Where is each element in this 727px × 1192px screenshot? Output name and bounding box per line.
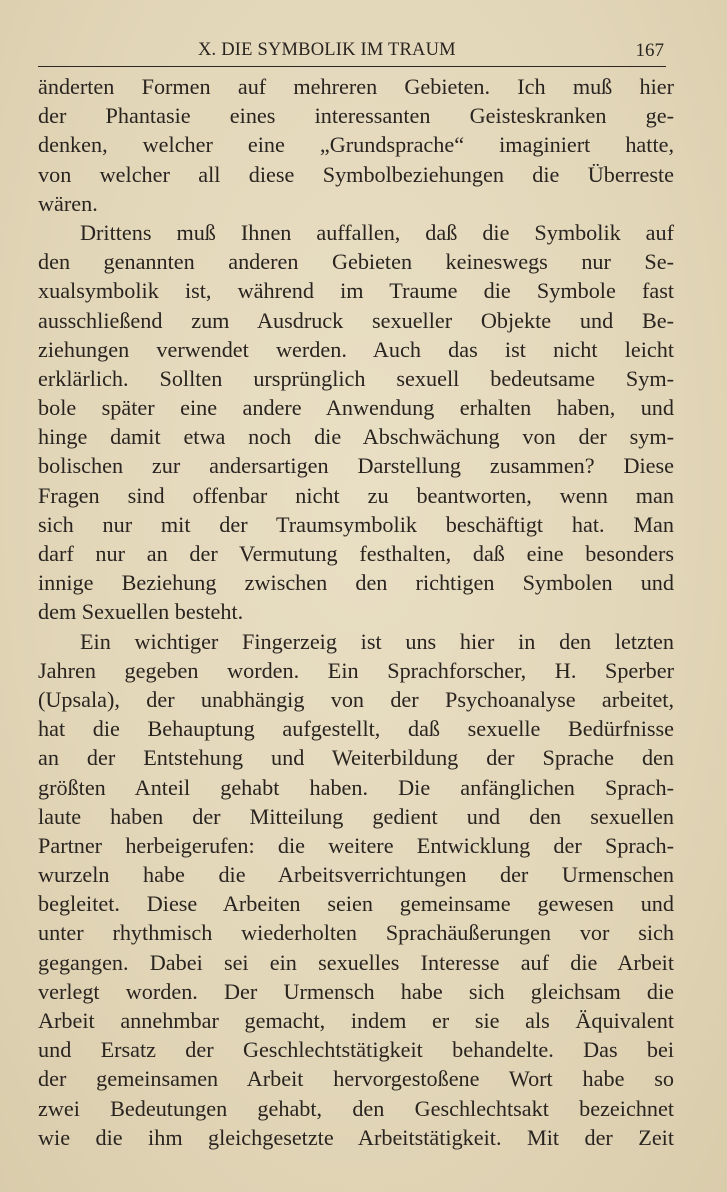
text-line: an der Entstehung und Weiterbildung der Sprache den bbox=[38, 745, 674, 771]
text-line: Fragen sind offenbar nicht zu beantworten, wenn man bbox=[38, 482, 674, 508]
running-title: X. DIE SYMBOLIK IM TRAUM bbox=[198, 40, 456, 60]
text-line: Arbeit annehmbar gemacht, indem er sie als Äquivalent bbox=[38, 1008, 674, 1033]
text-line: hinge damit etwa noch die Abschwächung von der sym- bbox=[38, 424, 674, 450]
text-line: wären. bbox=[38, 190, 98, 216]
text-line: größten Anteil gehabt haben. Die anfänglichen Sprach- bbox=[38, 774, 674, 800]
text-line: änderten Formen auf mehreren Gebieten. Ich muß hier bbox=[38, 74, 674, 99]
text-line: Ein wichtiger Fingerzeig ist uns hier in den letzten bbox=[80, 628, 674, 654]
text-line: der Phantasie eines interessanten Geisteskranken ge- bbox=[38, 103, 674, 129]
text-line: darf nur an der Vermutung festhalten, daß eine besonders bbox=[38, 541, 674, 566]
text-line: gegangen. Dabei sei ein sexuelles Interesse auf die Arbeit bbox=[38, 949, 674, 975]
text-line: (Upsala), der unabhängig von der Psychoanalyse arbeitet, bbox=[38, 686, 674, 712]
text-line: bole später eine andere Anwendung erhalten haben, und bbox=[38, 395, 674, 421]
text-line: wie die ihm gleichgesetzte Arbeitstätigkeit. Mit der Zeit bbox=[38, 1124, 674, 1150]
body-text bbox=[38, 72, 674, 1152]
page-header bbox=[38, 38, 666, 67]
text-line: laute haben der Mitteilung gedient und den sexuellen bbox=[38, 803, 674, 829]
text-line: und Ersatz der Geschlechtstätigkeit behandelte. Das bei bbox=[38, 1037, 674, 1063]
text-line: Drittens muß Ihnen auffallen, daß die Symbolik auf bbox=[80, 219, 674, 245]
text-line: sich nur mit der Traumsymbolik beschäftigt hat. Man bbox=[38, 511, 674, 537]
text-line: denken, welcher eine „Grundsprache“ imaginiert hatte, bbox=[38, 132, 674, 158]
text-line: bolischen zur andersartigen Darstellung zusammen? Diese bbox=[38, 453, 674, 479]
page-number: 167 bbox=[635, 40, 664, 61]
text-line: innige Beziehung zwischen den richtigen Symbolen und bbox=[38, 570, 674, 596]
text-line: der gemeinsamen Arbeit hervorgestoßene Wort habe so bbox=[38, 1066, 674, 1092]
text-line: den genannten anderen Gebieten keineswegs nur Se- bbox=[38, 249, 674, 275]
text-line: xualsymbolik ist, während im Traume die Symbole fast bbox=[38, 278, 674, 304]
text-line: begleitet. Diese Arbeiten seien gemeinsame gewesen und bbox=[38, 891, 674, 917]
text-line: erklärlich. Sollten ursprünglich sexuell bedeutsame Sym- bbox=[38, 365, 674, 391]
text-line: Jahren gegeben worden. Ein Sprachforscher, H. Sperber bbox=[38, 657, 674, 683]
text-line: unter rhythmisch wiederholten Sprachäußerungen vor sich bbox=[38, 920, 674, 946]
text-line: ausschließend zum Ausdruck sexueller Objekte und Be- bbox=[38, 307, 674, 333]
text-line: verlegt worden. Der Urmensch habe sich gleichsam die bbox=[38, 978, 674, 1004]
text-line: dem Sexuellen besteht. bbox=[38, 599, 244, 625]
text-line: Partner herbeigerufen: die weitere Entwicklung der Sprach- bbox=[38, 832, 674, 858]
text-line: von welcher all diese Symbolbeziehungen die Überreste bbox=[38, 161, 674, 187]
text-line: wurzeln habe die Arbeitsverrichtungen der Urmenschen bbox=[38, 862, 674, 888]
text-line: ziehungen verwendet werden. Auch das ist nicht leicht bbox=[38, 336, 674, 362]
text-line: hat die Behauptung aufgestellt, daß sexuelle Bedürfnisse bbox=[38, 716, 674, 742]
text-line: zwei Bedeutungen gehabt, den Geschlechtsakt bezeichnet bbox=[38, 1095, 674, 1121]
